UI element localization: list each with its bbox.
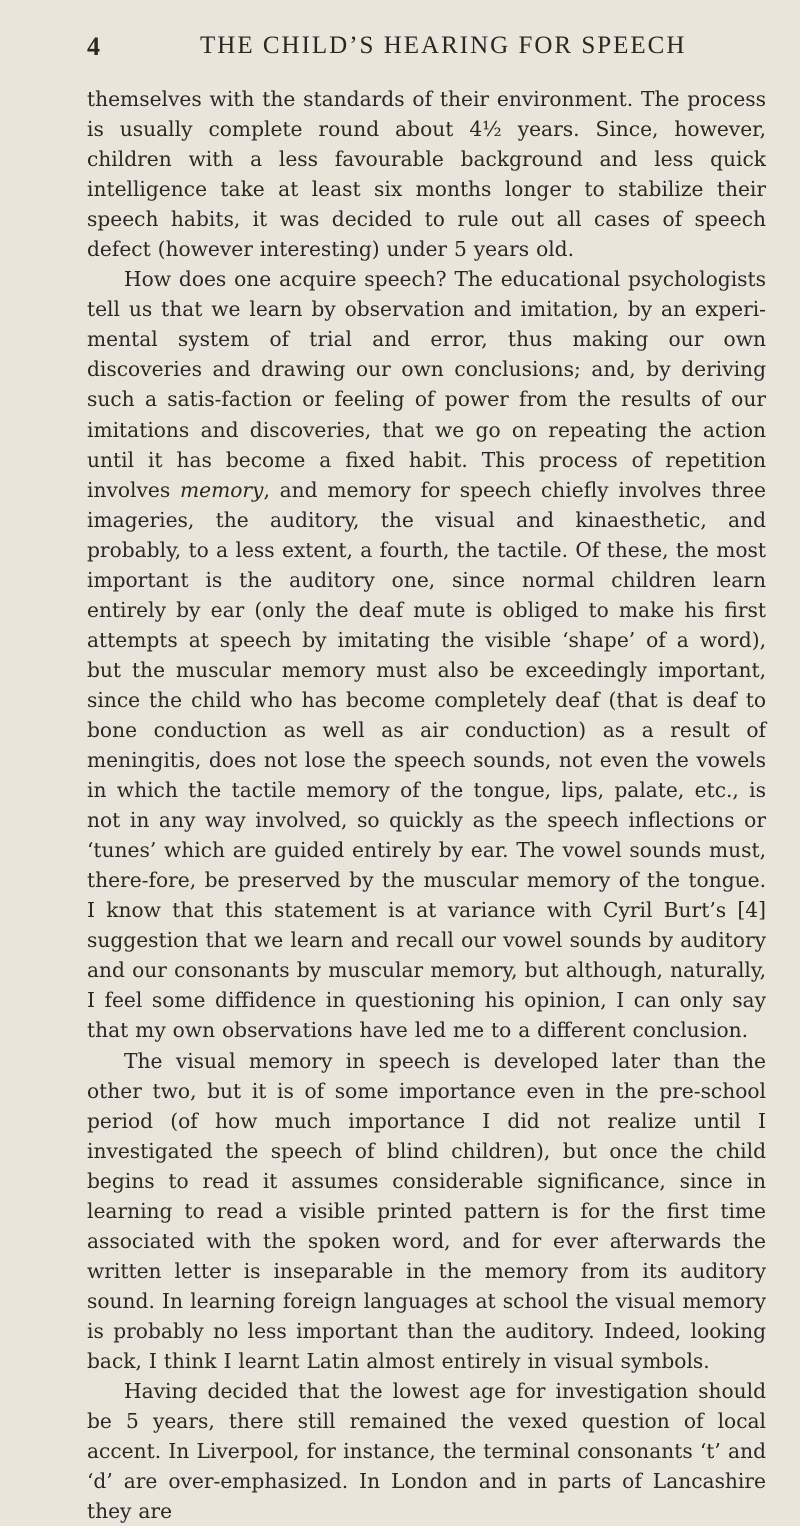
italic-term: memory: [179, 477, 264, 502]
paragraph-1: [87, 84, 766, 264]
paragraph-text: The visual memory in speech is developed later than the other two, but it is of some importance even in the pre-school period (of how much importance I did not realize until I investigated the speech of blind children), but once the child begins to read it assumes considerable significance, since in learning to read a visible printed pattern is for the first time associated with the spoken word, and for ever afterwards the written letter is inseparable in the memory from its auditory sound. In learning foreign languages at school the visual memory is probably no less important than the auditory. Indeed, looking back, I think I learnt Latin almost entirely in visual symbols.: [87, 1048, 766, 1373]
paragraph-2: [87, 264, 766, 1045]
paragraph-text: , and memory for speech chiefly involves three imageries, the auditory, the visual and kinaesthetic, and probably, to a less extent, a fourth, the tactile. Of these, the most important is the auditory one, since normal children learn entirely by ear (only the deaf mute is obliged to make his first attempts at speech by imitating the visible ‘shape’ of a word), but the muscular memory must also be exceedingly important, since the child who has become completely deaf (that is deaf to bone conduction as well as air conduction) as a result of meningitis, does not lose the speech sounds, not even the vowels in which the tactile memory of the tongue, lips, palate, etc., is not in any way involved, so quickly as the speech inflections or ‘tunes’ which are guided entirely by ear. The vowel sounds must, there-fore, be preserved by the muscular memory of the tongue. I know that this statement is at variance with Cyril Burt’s [4] suggestion that we learn and recall our vowel sounds by auditory and our consonants by muscular memory, but although, naturally, I feel some diffidence in questioning his opinion, I can only say that my own observations have led me to a different conclusion.: [87, 477, 766, 1043]
running-head: THE CHILD’S HEARING FOR SPEECH: [200, 32, 687, 59]
paragraph-text: How does one acquire speech? The educational psychologists tell us that we learn by observation and imitation, by an experi-mental system of trial and error, thus making our own discoveries and drawing our own conclusions; and, by deriving such a satis-faction or feeling of power from the results of our imitations and discoveries, that we go on repeating the action until it has become a fixed habit. This process of repetition involves: [87, 267, 766, 502]
body-text: [87, 84, 766, 1526]
paragraph-text: themselves with the standards of their environment. The process is usually complete round about 4½ years. Since, however, children with a less favourable background and less quick intelligence take at least six months longer to stabilize their speech habits, it was decided to rule out all cases of speech defect (however interesting) under 5 years old.: [87, 87, 766, 262]
paragraph-4: [87, 1376, 766, 1526]
paragraph-3: [87, 1046, 766, 1377]
page-header: [87, 20, 766, 66]
page-number: 4: [87, 32, 100, 61]
paragraph-text: Having decided that the lowest age for investigation should be 5 years, there still remained the vexed question of local accent. In Liverpool, for instance, the terminal consonants ‘t’ and ‘d’ are over-emphasized. In London and in parts of Lancashire they are: [87, 1379, 766, 1524]
